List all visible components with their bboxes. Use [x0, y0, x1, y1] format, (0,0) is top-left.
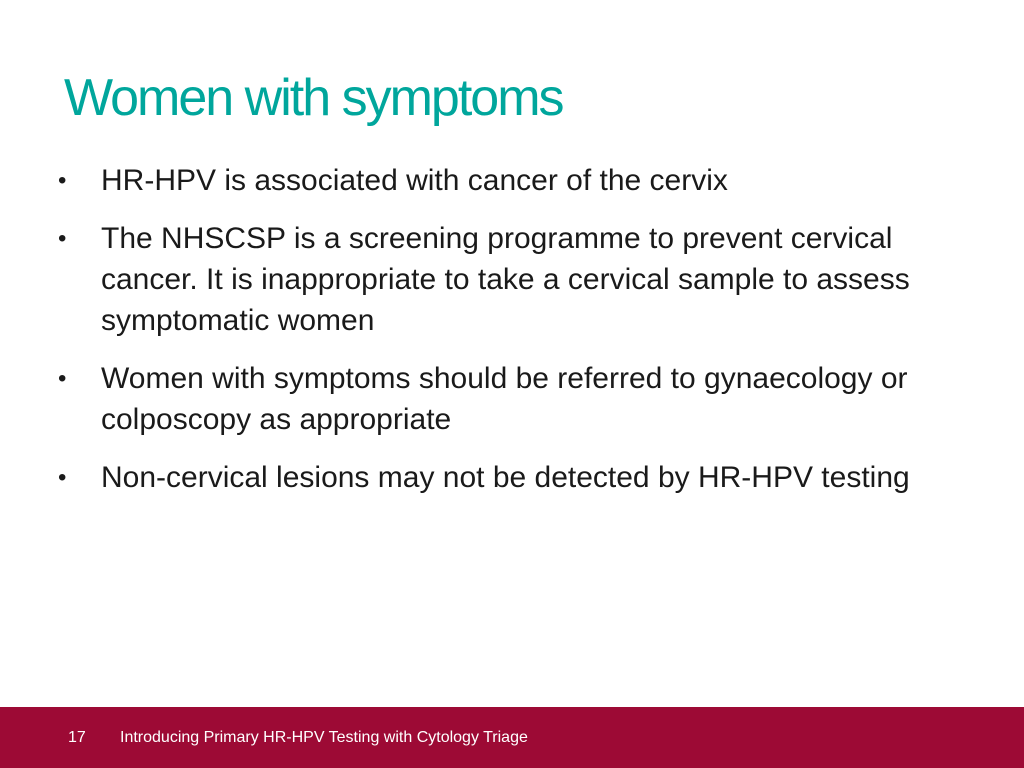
slide-number: 17 [68, 729, 86, 746]
bullet-text: Women with symptoms should be referred to gynaecology or colposcopy as appropriate [101, 362, 908, 436]
bullet-marker: • [58, 365, 67, 392]
bullet-text: The NHSCSP is a screening programme to prevent cervical cancer. It is inappropriate to take a cervical sample to assess symptomatic women [101, 222, 910, 337]
bullet-marker: • [58, 464, 67, 491]
bullet-item [58, 358, 938, 440]
bullet-marker: • [58, 167, 67, 194]
footer-presentation-title: Introducing Primary HR-HPV Testing with Cytology Triage [120, 729, 528, 746]
bullet-text: HR-HPV is associated with cancer of the cervix [101, 164, 728, 197]
bullet-item [58, 457, 938, 498]
slide-title: Women with symptoms [64, 69, 563, 127]
bullet-list [58, 160, 938, 515]
bullet-text: Non-cervical lesions may not be detected by HR-HPV testing [101, 461, 910, 494]
bullet-item [58, 218, 938, 341]
bullet-item [58, 160, 938, 201]
footer-bar [0, 707, 1024, 768]
bullet-marker: • [58, 225, 67, 252]
